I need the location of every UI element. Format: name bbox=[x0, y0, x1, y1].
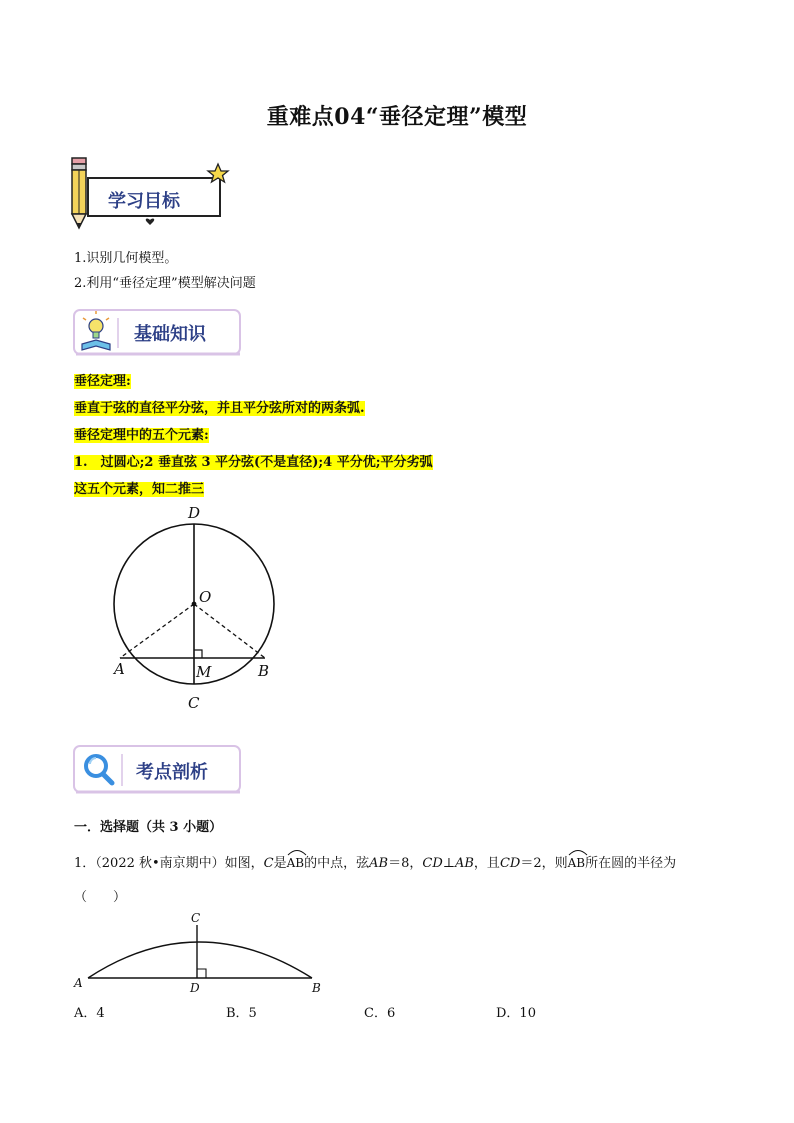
basics-line-1: 垂径定理: bbox=[74, 374, 131, 389]
circle-diagram bbox=[100, 500, 300, 720]
label-B2: B bbox=[312, 981, 321, 995]
arc-diagram-svg bbox=[70, 908, 340, 998]
goal-line-1: 1.识别几何模型。 bbox=[74, 251, 178, 266]
choice-b[interactable]: B．5 bbox=[226, 1006, 257, 1021]
q-text-eq2: ＝2，则 bbox=[520, 856, 568, 871]
basics-badge-text: 基础知识 bbox=[134, 324, 206, 345]
label-C: C bbox=[188, 694, 200, 712]
label-B: B bbox=[258, 662, 270, 680]
arc-AB-1-text: AB bbox=[286, 856, 305, 870]
q-text-is: 是 bbox=[273, 856, 287, 871]
question-source: （2022 秋•南京期中）如图， bbox=[95, 856, 264, 871]
choice-d[interactable]: D．10 bbox=[496, 1006, 536, 1021]
basics-line-5: 这五个元素，知二推三 bbox=[74, 482, 205, 497]
basics-badge bbox=[72, 308, 244, 358]
analysis-badge bbox=[72, 744, 244, 798]
arc-AB-1 bbox=[287, 854, 304, 870]
goal-line-2: 2.利用“垂径定理”模型解决问题 bbox=[74, 276, 256, 291]
var-CD-perp-AB: CD⊥AB bbox=[422, 856, 474, 871]
label-D2: D bbox=[190, 981, 200, 995]
q-text-mid: 的中点，弦 bbox=[304, 856, 370, 871]
question-number: 1． bbox=[74, 856, 96, 871]
question-1 bbox=[74, 852, 676, 871]
label-A2: A bbox=[74, 976, 83, 990]
arc-diagram bbox=[70, 908, 340, 998]
var-AB: AB bbox=[369, 856, 389, 871]
basics-line-2: 垂直于弦的直径平分弦，并且平分弦所对的两条弧. bbox=[74, 401, 365, 416]
basics-line-4: 1. 过圆心;2 垂直弦 3 平分弦(不是直径);4 平分优;平分劣弧 bbox=[74, 455, 433, 470]
goals-badge-text: 学习目标 bbox=[108, 191, 180, 212]
q-text-eq8: ＝8， bbox=[388, 856, 423, 871]
label-C2: C bbox=[191, 911, 201, 925]
q-text-and: ，且 bbox=[473, 856, 500, 871]
choice-c[interactable]: C．6 bbox=[364, 1006, 396, 1021]
label-D: D bbox=[188, 504, 201, 522]
choice-a[interactable]: A．4 bbox=[74, 1006, 105, 1021]
answer-paren: （ ） bbox=[74, 890, 127, 905]
var-CD: CD bbox=[499, 856, 521, 871]
arc-mark-icon bbox=[568, 848, 588, 856]
basics-line-3: 垂径定理中的五个元素: bbox=[74, 428, 209, 443]
goals-badge bbox=[66, 156, 236, 232]
circle-diagram-svg bbox=[100, 500, 300, 720]
section-heading: 一．选择题（共 3 小题） bbox=[74, 820, 223, 835]
label-A: A bbox=[114, 660, 125, 678]
arc-mark-icon bbox=[287, 848, 307, 856]
arc-AB-2-text: AB bbox=[567, 856, 586, 870]
analysis-badge-text: 考点剖析 bbox=[136, 762, 208, 783]
q-text-tail: 所在圆的半径为 bbox=[585, 856, 677, 871]
arc-AB-2 bbox=[568, 854, 585, 870]
page-title: 重难点04“垂径定理”模型 bbox=[266, 104, 528, 130]
label-M: M bbox=[196, 663, 212, 681]
label-O: O bbox=[199, 588, 212, 606]
var-C: C bbox=[263, 856, 274, 871]
